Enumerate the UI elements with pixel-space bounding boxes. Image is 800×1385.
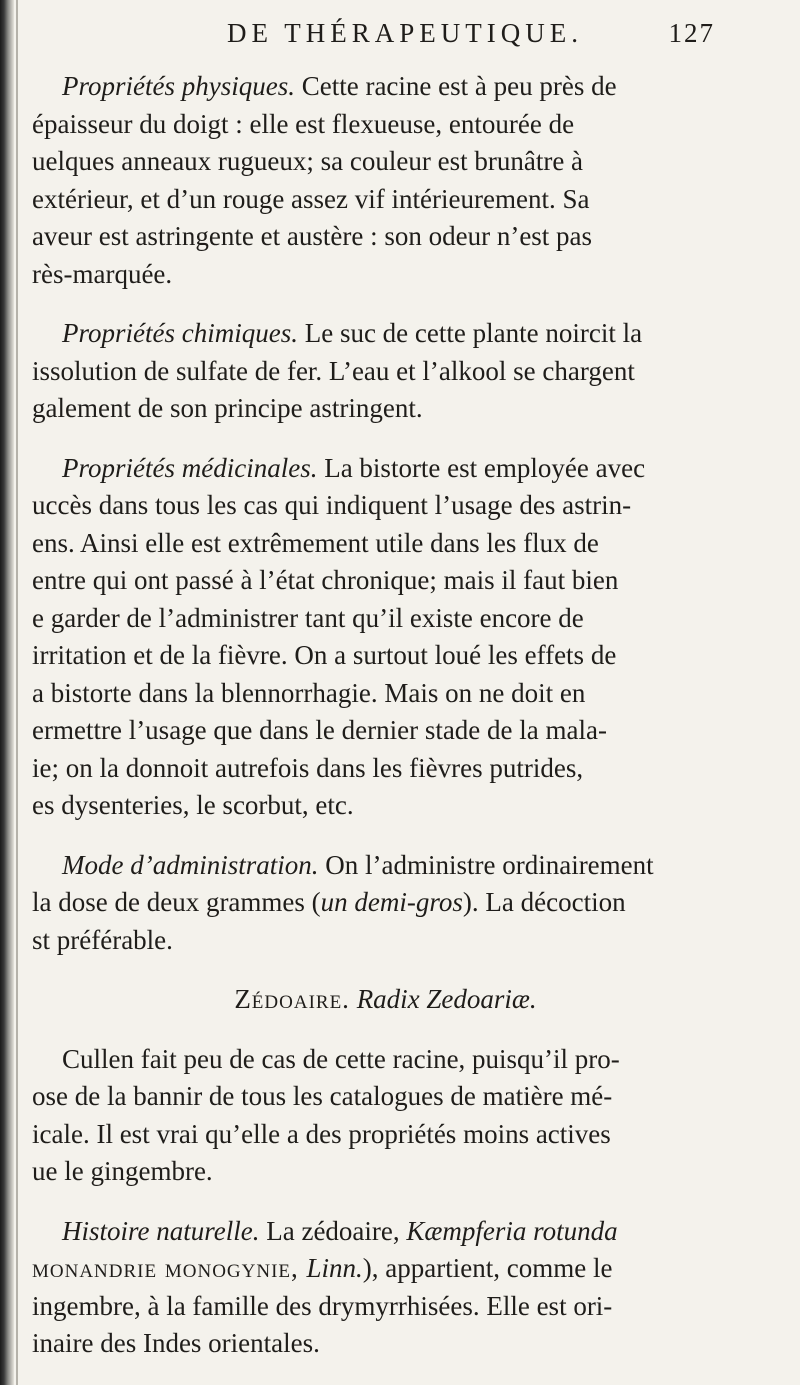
paragraph-cullen xyxy=(32,1041,739,1191)
text-line: ens. Ainsi elle est extrêmement utile dans les flux de xyxy=(32,527,599,558)
text-line: aveur est astringente et austère : son odeur n’est pas xyxy=(32,221,593,251)
text-line: ose de la bannir de tous les catalogues de matière mé- xyxy=(32,1081,613,1111)
text-line xyxy=(32,847,739,885)
text-line xyxy=(32,1213,739,1251)
running-head-title: DE THÉRAPEUTIQUE. xyxy=(227,18,583,48)
running-head xyxy=(32,18,767,58)
text-line: es dysenteries, le scorbut, etc. xyxy=(32,790,354,820)
heading-latin: Radix Zedoariæ. xyxy=(356,984,537,1014)
text-line: a bistorte dans la blennorrhagie. Mais on ne doit en xyxy=(32,677,586,708)
heading-name: Zédoaire. xyxy=(234,984,350,1014)
heading-line xyxy=(32,981,739,1019)
paragraph-chemical-properties xyxy=(32,315,739,428)
text-span: la dose de deux grammes ( xyxy=(32,887,321,917)
paragraph-lead: Mode d’administration. xyxy=(62,849,319,880)
classification: monandrie monogynie, xyxy=(32,1253,307,1283)
text-span: ). La décoction xyxy=(462,887,626,917)
text-line: icale. Il est vrai qu’elle a des propriétés moins actives xyxy=(32,1118,611,1149)
italic-span: un demi-gros xyxy=(320,887,463,917)
text-line: ue le gingembre. xyxy=(32,1156,213,1186)
paragraph-lead: Propriétés chimiques. xyxy=(62,318,298,348)
paragraph-physical-properties xyxy=(32,68,739,293)
section-heading-zedoaire xyxy=(32,981,739,1019)
text-line xyxy=(32,884,739,922)
author-abbrev: Linn. xyxy=(306,1253,363,1283)
text-line: irritation et de la fièvre. On a surtout loué les effets de xyxy=(32,640,617,670)
text-line: extérieur, et d’un rouge assez vif intérieurement. Sa xyxy=(32,183,590,214)
page-body xyxy=(32,68,739,1385)
text-line: st préférable. xyxy=(32,924,173,955)
text-line: inaire des Indes orientales. xyxy=(32,1328,320,1358)
page-number: 127 xyxy=(668,18,715,48)
text-span: ), appartient, comme le xyxy=(362,1253,613,1283)
paragraph-lead: Propriétés médicinales. xyxy=(62,452,318,483)
text-line: e garder de l’administrer tant qu’il existe encore de xyxy=(32,602,584,633)
text-line: ie; on la donnoit autrefois dans les fièvres putrides, xyxy=(32,752,584,783)
paragraph-natural-history xyxy=(32,1213,739,1363)
text-span: La bistorte est employée avec xyxy=(317,452,646,483)
text-line: ingembre, à la famille des drymyrrhisées. Elle est ori- xyxy=(32,1290,613,1321)
text-line xyxy=(32,68,739,106)
text-line xyxy=(32,450,739,488)
text-line xyxy=(32,1250,739,1288)
text-line xyxy=(32,315,739,353)
text-line: galement de son principe astringent. xyxy=(32,393,423,423)
text-span: Le suc de cette plante noircit la xyxy=(297,318,643,348)
text-line: épaisseur du doigt : elle est flexueuse, entourée de xyxy=(32,108,575,139)
text-line: uelques anneaux rugueux; sa couleur est brunâtre à xyxy=(32,146,584,176)
text-line: entre qui ont passé à l’état chronique; mais il faut bien xyxy=(32,565,619,595)
text-span: La zédoaire, xyxy=(259,1215,407,1246)
paragraph-lead: Histoire naturelle. xyxy=(62,1215,260,1246)
text-line: rès-marquée. xyxy=(32,258,173,289)
paragraph-medicinal-properties xyxy=(32,450,739,825)
text-span: Cette racine est à peu près de xyxy=(294,71,617,101)
species-name: Kæmpferia rotunda xyxy=(406,1215,618,1246)
paragraph-lead: Propriétés physiques. xyxy=(62,71,295,101)
text-line: Cullen fait peu de cas de cette racine, puisqu’il pro- xyxy=(62,1043,620,1074)
text-line: issolution de sulfate de fer. L’eau et l’alkool se chargent xyxy=(32,355,635,386)
book-binding-shadow xyxy=(0,0,14,1385)
paragraph-mode-of-administration xyxy=(32,847,739,960)
text-line: ermettre l’usage que dans le dernier stade de la mala- xyxy=(32,715,607,745)
text-span: On l’administre ordinairement xyxy=(318,849,654,880)
text-line: uccès dans tous les cas qui indiquent l’usage des astrin- xyxy=(32,490,632,520)
page-edge-line xyxy=(16,0,18,1385)
